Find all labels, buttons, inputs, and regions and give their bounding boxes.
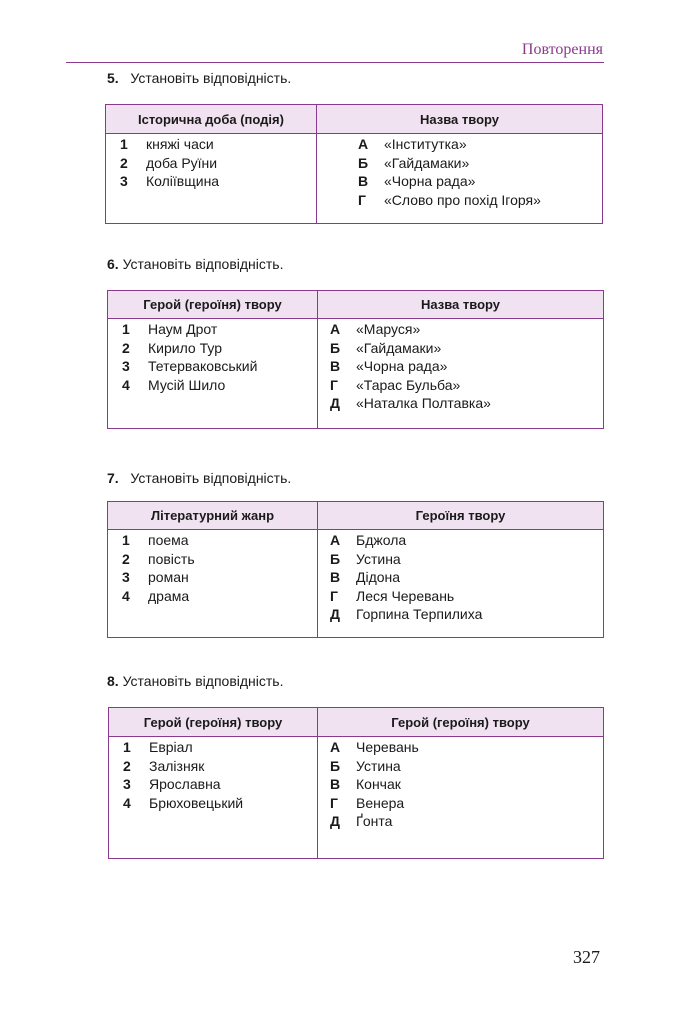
item-text: Мусій Шило bbox=[148, 376, 226, 393]
item-text: Залізняк bbox=[149, 757, 205, 774]
item-text: «Наталка Полтавка» bbox=[356, 395, 491, 412]
item-key: 3 bbox=[122, 358, 130, 375]
list-item bbox=[120, 135, 316, 154]
task-instruction: Установіть відповідність. bbox=[122, 256, 284, 272]
right-column-header: Героїня твору bbox=[318, 502, 604, 530]
page-number: 327 bbox=[573, 947, 600, 967]
list-item bbox=[330, 568, 603, 587]
item-text: «Тарас Бульба» bbox=[356, 376, 461, 393]
item-key: 4 bbox=[122, 376, 130, 393]
item-key: 2 bbox=[122, 550, 130, 567]
list-item bbox=[120, 154, 316, 173]
left-column-items bbox=[109, 737, 318, 859]
list-item bbox=[122, 376, 317, 395]
item-text: драма bbox=[148, 587, 190, 604]
list-item bbox=[330, 376, 603, 395]
item-key: А bbox=[358, 136, 369, 152]
left-column-header: Герой (героїня) твору bbox=[109, 708, 318, 737]
task-7-table bbox=[107, 501, 604, 638]
item-text: Дідона bbox=[356, 569, 401, 586]
task-number: 6. bbox=[107, 256, 119, 272]
list-item bbox=[330, 812, 603, 831]
task-instruction: Установіть відповідність. bbox=[122, 673, 284, 689]
task-5-table bbox=[105, 104, 603, 224]
item-key: 4 bbox=[122, 587, 130, 604]
item-key: Г bbox=[358, 191, 366, 208]
list-item bbox=[123, 738, 317, 757]
item-text: Кончак bbox=[356, 776, 401, 793]
item-text: Леся Черевань bbox=[356, 587, 455, 604]
list-item bbox=[330, 794, 603, 813]
item-text: Тетерваковський bbox=[148, 358, 258, 375]
list-item bbox=[330, 320, 603, 339]
item-text: Ґонта bbox=[356, 813, 393, 830]
item-text: Наум Дрот bbox=[148, 321, 218, 337]
item-key: Г bbox=[330, 587, 338, 604]
task-8-table bbox=[108, 707, 604, 859]
right-column-items bbox=[318, 530, 604, 638]
left-column-items bbox=[108, 319, 318, 429]
item-key: 3 bbox=[122, 569, 130, 586]
item-text: «Слово про похід Ігоря» bbox=[384, 191, 541, 208]
list-item bbox=[122, 531, 317, 550]
item-text: повість bbox=[148, 550, 195, 567]
item-text: Устина bbox=[356, 757, 401, 774]
task-instruction: Установіть відповідність. bbox=[130, 70, 292, 86]
item-text: Брюховецький bbox=[149, 794, 244, 811]
right-column-items bbox=[318, 737, 604, 859]
item-key: В bbox=[330, 358, 341, 375]
item-text: Бджола bbox=[356, 532, 407, 548]
list-item bbox=[330, 587, 603, 606]
item-text: «Чорна рада» bbox=[384, 173, 476, 190]
section-title: Повторення bbox=[521, 41, 603, 58]
item-text: Устина bbox=[356, 550, 401, 567]
list-item bbox=[122, 568, 317, 587]
item-text: доба Руїни bbox=[146, 154, 218, 171]
left-column-header: Герой (героїня) твору bbox=[108, 291, 318, 319]
list-item bbox=[330, 605, 603, 624]
item-key: Д bbox=[330, 606, 340, 623]
item-key: А bbox=[330, 321, 341, 337]
right-column-header: Назва твору bbox=[317, 105, 603, 134]
item-key: 3 bbox=[123, 776, 131, 793]
list-item bbox=[330, 550, 603, 569]
item-key: 1 bbox=[123, 739, 131, 755]
item-text: Евріал bbox=[149, 739, 193, 755]
list-item bbox=[358, 154, 602, 173]
list-item bbox=[120, 172, 316, 191]
list-item bbox=[123, 757, 317, 776]
list-item bbox=[330, 339, 603, 358]
list-item bbox=[330, 531, 603, 550]
item-text: Коліївщина bbox=[146, 173, 220, 190]
task-instruction: Установіть відповідність. bbox=[130, 470, 292, 486]
item-key: 2 bbox=[120, 154, 128, 171]
list-item bbox=[330, 357, 603, 376]
list-item bbox=[122, 357, 317, 376]
right-column-header: Герой (героїня) твору bbox=[318, 708, 604, 737]
item-text: Венера bbox=[356, 794, 405, 811]
item-text: «Інститутка» bbox=[384, 136, 467, 152]
item-text: «Гайдамаки» bbox=[356, 339, 442, 356]
item-key: 1 bbox=[122, 532, 130, 548]
list-item bbox=[358, 135, 602, 154]
item-key: В bbox=[330, 569, 341, 586]
item-key: 3 bbox=[120, 173, 128, 190]
item-key: Д bbox=[330, 813, 340, 830]
task-number: 8. bbox=[107, 673, 119, 689]
item-key: Б bbox=[330, 757, 341, 774]
item-text: «Чорна рада» bbox=[356, 358, 448, 375]
left-column-items bbox=[106, 134, 317, 224]
item-text: Черевань bbox=[356, 739, 419, 755]
item-key: Д bbox=[330, 395, 340, 412]
item-key: Г bbox=[330, 376, 338, 393]
item-key: А bbox=[330, 532, 341, 548]
header-divider bbox=[66, 62, 604, 63]
list-item bbox=[123, 775, 317, 794]
item-text: княжі часи bbox=[146, 136, 214, 152]
list-item bbox=[330, 775, 603, 794]
list-item bbox=[330, 738, 603, 757]
task-5-heading bbox=[107, 68, 291, 88]
task-6-table bbox=[107, 290, 604, 429]
right-column-header: Назва твору bbox=[318, 291, 604, 319]
right-column-items bbox=[317, 134, 603, 224]
left-column-header: Історична доба (подія) bbox=[106, 105, 317, 134]
item-key: 4 bbox=[123, 794, 131, 811]
list-item bbox=[358, 172, 602, 191]
item-key: А bbox=[330, 739, 341, 755]
right-column-items bbox=[318, 319, 604, 429]
list-item bbox=[122, 339, 317, 358]
left-column-header: Літературний жанр bbox=[108, 502, 318, 530]
item-key: В bbox=[330, 776, 341, 793]
item-key: Б bbox=[358, 154, 369, 171]
list-item bbox=[122, 550, 317, 569]
item-text: роман bbox=[148, 569, 189, 586]
list-item bbox=[330, 757, 603, 776]
list-item bbox=[122, 320, 317, 339]
list-item bbox=[358, 191, 602, 210]
item-text: Ярославна bbox=[149, 776, 221, 793]
item-text: «Маруся» bbox=[356, 321, 421, 337]
left-column-items bbox=[108, 530, 318, 638]
item-text: «Гайдамаки» bbox=[384, 154, 470, 171]
task-number: 5. bbox=[107, 70, 119, 86]
item-key: Б bbox=[330, 339, 341, 356]
item-key: 2 bbox=[123, 757, 131, 774]
item-key: В bbox=[358, 173, 369, 190]
item-key: 1 bbox=[120, 136, 128, 152]
item-key: 1 bbox=[122, 321, 130, 337]
item-key: Г bbox=[330, 794, 338, 811]
item-text: поема bbox=[148, 532, 189, 548]
task-8-heading bbox=[107, 671, 283, 691]
task-6-heading bbox=[107, 254, 283, 274]
item-key: 2 bbox=[122, 339, 130, 356]
list-item bbox=[122, 587, 317, 606]
item-key: Б bbox=[330, 550, 341, 567]
list-item bbox=[330, 394, 603, 413]
task-number: 7. bbox=[107, 470, 119, 486]
item-text: Кирило Тур bbox=[148, 339, 222, 356]
list-item bbox=[123, 794, 317, 813]
task-7-heading bbox=[107, 468, 291, 488]
item-text: Горпина Терпилиха bbox=[356, 606, 483, 623]
